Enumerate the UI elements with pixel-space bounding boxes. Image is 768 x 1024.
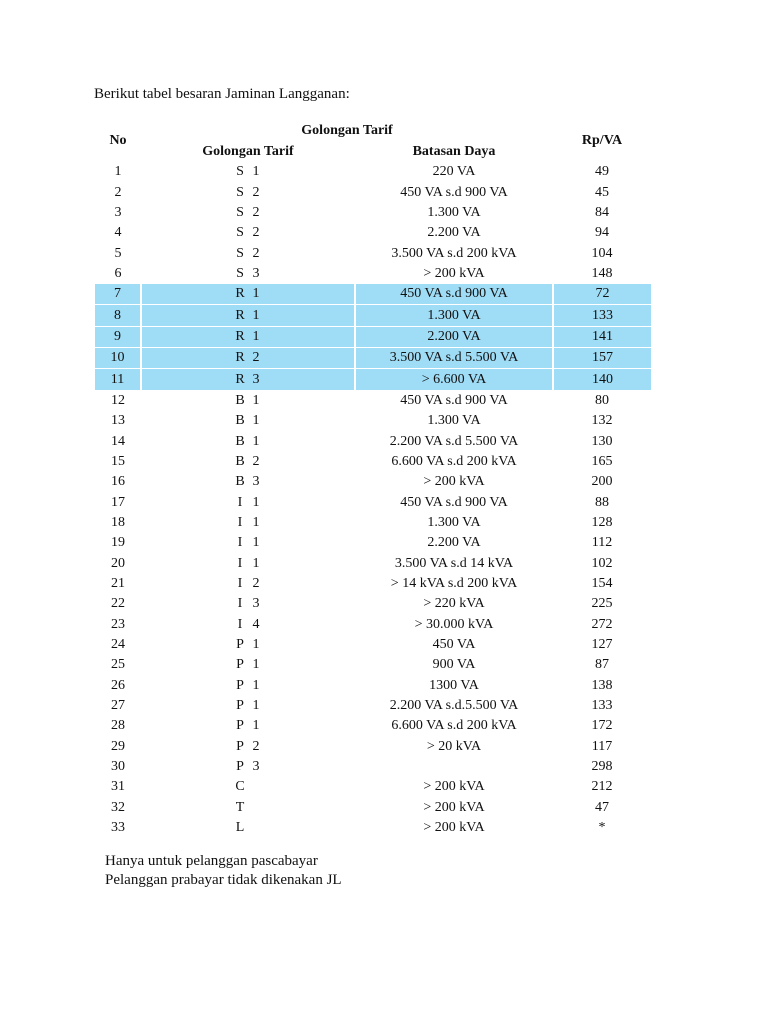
note-pascabayar: Hanya untuk pelanggan pascabayar — [105, 853, 318, 869]
cell-no: 14 — [111, 433, 125, 449]
tarif-group: 2 — [252, 350, 260, 366]
tarif-group: 1 — [252, 515, 260, 531]
table-row — [95, 574, 651, 594]
table-row — [95, 472, 651, 492]
cell-golongan-tarif — [141, 615, 355, 635]
table-row — [95, 493, 651, 513]
cell-rp-va: 127 — [591, 637, 613, 653]
tarif-class: R — [235, 307, 245, 323]
cell-golongan-tarif — [141, 369, 355, 390]
tarif-class: P — [236, 698, 244, 714]
cell-golongan-tarif — [141, 757, 355, 777]
cell-batasan-daya: 2.200 VA — [427, 535, 481, 551]
tarif-class: T — [235, 799, 245, 815]
cell-batasan-daya: 6.600 VA s.d 200 kVA — [391, 718, 517, 734]
tarif-class: C — [235, 779, 245, 795]
tarif-group: 2 — [252, 245, 260, 261]
cell-no: 33 — [111, 820, 125, 836]
notes — [105, 852, 342, 890]
cell-golongan-tarif — [141, 182, 355, 202]
cell-rp-va: 140 — [553, 369, 651, 390]
cell-golongan-tarif — [141, 431, 355, 451]
table-row — [95, 554, 651, 574]
cell-no: 17 — [111, 494, 125, 510]
cell-rp-va: 84 — [595, 204, 610, 220]
table-row — [95, 533, 651, 553]
cell-batasan-daya: 2.200 VA s.d 5.500 VA — [389, 433, 519, 449]
tarif-class: S — [236, 245, 244, 261]
cell-batasan-daya: > 14 kVA s.d 200 kVA — [390, 576, 518, 592]
cell-no: 19 — [111, 535, 125, 551]
tarif-class: I — [237, 515, 243, 531]
cell-no: 16 — [111, 474, 125, 490]
jaminan-langganan-table — [95, 120, 651, 838]
cell-no: 8 — [95, 305, 141, 326]
tarif-class: S — [236, 204, 244, 220]
cell-rp-va: 104 — [591, 245, 613, 261]
cell-golongan-tarif — [141, 554, 355, 574]
tarif-group: 3 — [252, 596, 260, 612]
cell-no: 32 — [111, 799, 125, 815]
cell-golongan-tarif — [141, 737, 355, 757]
cell-rp-va: * — [598, 820, 606, 836]
cell-golongan-tarif — [141, 284, 355, 305]
tarif-group: 1 — [252, 433, 260, 449]
cell-no: 12 — [111, 392, 125, 408]
cell-no: 9 — [95, 326, 141, 347]
header-golongan-tarif: Golongan Tarif — [202, 144, 294, 159]
tarif-class: I — [237, 576, 243, 592]
cell-no: 27 — [111, 698, 125, 714]
table-row — [95, 757, 651, 777]
cell-batasan-daya: 3.500 VA s.d 14 kVA — [394, 555, 514, 571]
intro-text: Berikut tabel besaran Jaminan Langganan: — [94, 86, 350, 102]
cell-rp-va: 132 — [591, 413, 613, 429]
cell-batasan-daya: > 200 kVA — [423, 779, 485, 795]
tarif-group: 2 — [252, 204, 260, 220]
table-row — [95, 223, 651, 243]
table-body — [95, 162, 651, 838]
cell-batasan-daya: 450 VA s.d 900 VA — [400, 184, 508, 200]
cell-rp-va: 212 — [591, 779, 613, 795]
cell-rp-va: 148 — [591, 265, 613, 281]
table-row — [95, 594, 651, 614]
cell-rp-va: 87 — [595, 657, 610, 673]
tarif-class: B — [235, 474, 245, 490]
cell-no: 29 — [111, 738, 125, 754]
cell-no: 26 — [111, 677, 125, 693]
cell-batasan-daya: 1300 VA — [429, 677, 479, 693]
cell-rp-va: 80 — [595, 392, 610, 408]
header-golongan-group: Golongan Tarif — [301, 123, 393, 138]
cell-batasan-daya: 220 VA — [432, 164, 476, 180]
cell-golongan-tarif — [141, 223, 355, 243]
cell-batasan-daya: 450 VA s.d 900 VA — [355, 284, 553, 305]
cell-golongan-tarif — [141, 493, 355, 513]
cell-rp-va: 165 — [591, 453, 613, 469]
tarif-group: 4 — [252, 616, 260, 632]
tarif-class: S — [236, 225, 244, 241]
cell-rp-va: 72 — [553, 284, 651, 305]
cell-no: 31 — [111, 779, 125, 795]
cell-rp-va: 88 — [595, 494, 610, 510]
table-row — [95, 655, 651, 675]
cell-no: 2 — [114, 184, 122, 200]
cell-golongan-tarif — [141, 696, 355, 716]
cell-no: 1 — [114, 164, 122, 180]
cell-no: 15 — [111, 453, 125, 469]
cell-golongan-tarif — [141, 162, 355, 182]
tarif-class: P — [236, 718, 244, 734]
tarif-class: I — [237, 535, 243, 551]
table-row — [95, 326, 651, 347]
tarif-class: B — [235, 413, 245, 429]
table-row — [95, 818, 651, 838]
cell-rp-va: 138 — [591, 677, 613, 693]
cell-batasan-daya: > 6.600 VA — [355, 369, 553, 390]
table-row — [95, 305, 651, 326]
table-row — [95, 716, 651, 736]
cell-batasan-daya: 1.300 VA — [355, 305, 553, 326]
table-row — [95, 737, 651, 757]
tarif-group: 3 — [252, 265, 260, 281]
cell-golongan-tarif — [141, 818, 355, 838]
tarif-class: R — [235, 350, 245, 366]
cell-no: 25 — [111, 657, 125, 673]
cell-batasan-daya: 450 VA — [432, 637, 476, 653]
cell-rp-va: 102 — [591, 555, 613, 571]
cell-golongan-tarif — [141, 452, 355, 472]
tarif-class: R — [235, 328, 245, 344]
cell-no: 4 — [114, 225, 122, 241]
cell-batasan-daya — [355, 757, 553, 777]
tarif-group: 1 — [252, 494, 260, 510]
cell-rp-va: 128 — [591, 515, 613, 531]
cell-batasan-daya: > 20 kVA — [426, 738, 482, 754]
tarif-group: 1 — [252, 286, 260, 302]
cell-batasan-daya: > 30.000 kVA — [414, 616, 494, 632]
cell-batasan-daya: > 200 kVA — [423, 265, 485, 281]
tarif-group: 1 — [252, 535, 260, 551]
cell-no: 28 — [111, 718, 125, 734]
tarif-group: 3 — [252, 371, 260, 387]
cell-batasan-daya: 450 VA s.d 900 VA — [400, 392, 508, 408]
header-rp-va: Rp/VA — [581, 133, 623, 148]
cell-no: 30 — [111, 759, 125, 775]
tarif-group: 2 — [252, 738, 260, 754]
tarif-group: 2 — [252, 225, 260, 241]
cell-batasan-daya: 450 VA s.d 900 VA — [400, 494, 508, 510]
cell-no: 18 — [111, 515, 125, 531]
cell-golongan-tarif — [141, 390, 355, 411]
table-row — [95, 390, 651, 411]
table-row — [95, 676, 651, 696]
table-row — [95, 264, 651, 284]
table-row — [95, 182, 651, 202]
cell-golongan-tarif — [141, 411, 355, 431]
cell-rp-va: 45 — [595, 184, 610, 200]
tarif-group: 2 — [252, 576, 260, 592]
table-header — [95, 120, 651, 162]
tarif-class: S — [236, 164, 244, 180]
tarif-class: P — [236, 657, 244, 673]
tarif-group: 2 — [252, 453, 260, 469]
tarif-group: 1 — [252, 637, 260, 653]
tarif-class: I — [237, 494, 243, 510]
tarif-group: 1 — [252, 307, 260, 323]
table-row — [95, 777, 651, 797]
cell-rp-va: 225 — [591, 596, 613, 612]
cell-golongan-tarif — [141, 635, 355, 655]
tarif-class: B — [235, 392, 245, 408]
cell-batasan-daya: 1.300 VA — [427, 515, 481, 531]
table-row — [95, 513, 651, 533]
cell-rp-va: 298 — [591, 759, 613, 775]
tarif-group: 1 — [252, 657, 260, 673]
tarif-class: P — [236, 637, 244, 653]
tarif-group: 1 — [252, 555, 260, 571]
tarif-group: 3 — [252, 474, 260, 490]
cell-golongan-tarif — [141, 594, 355, 614]
cell-golongan-tarif — [141, 305, 355, 326]
cell-no: 21 — [111, 576, 125, 592]
cell-batasan-daya: 1.300 VA — [427, 413, 481, 429]
cell-rp-va: 47 — [595, 799, 610, 815]
tarif-class: P — [236, 677, 244, 693]
tarif-class: L — [235, 820, 245, 836]
cell-batasan-daya: > 200 kVA — [423, 474, 485, 490]
header-batasan-daya: Batasan Daya — [412, 144, 496, 159]
cell-rp-va: 272 — [591, 616, 613, 632]
cell-rp-va: 94 — [595, 225, 610, 241]
cell-no: 7 — [95, 284, 141, 305]
tarif-class: R — [235, 371, 245, 387]
cell-batasan-daya: > 200 kVA — [423, 820, 485, 836]
cell-golongan-tarif — [141, 203, 355, 223]
table-row — [95, 696, 651, 716]
tarif-class: S — [236, 265, 244, 281]
table-row — [95, 243, 651, 263]
cell-batasan-daya: 3.500 VA s.d 5.500 VA — [355, 348, 553, 369]
cell-rp-va: 133 — [553, 305, 651, 326]
cell-no: 10 — [95, 348, 141, 369]
cell-batasan-daya: 6.600 VA s.d 200 kVA — [391, 453, 517, 469]
cell-no: 13 — [111, 413, 125, 429]
cell-no: 22 — [111, 596, 125, 612]
tarif-class: R — [235, 286, 245, 302]
tarif-class: I — [237, 616, 243, 632]
cell-no: 24 — [111, 637, 125, 653]
cell-batasan-daya: 2.200 VA — [355, 326, 553, 347]
table-row — [95, 369, 651, 390]
cell-rp-va: 157 — [553, 348, 651, 369]
cell-batasan-daya: > 220 kVA — [423, 596, 485, 612]
tarif-group: 1 — [252, 164, 260, 180]
cell-golongan-tarif — [141, 777, 355, 797]
table-row — [95, 431, 651, 451]
cell-golongan-tarif — [141, 798, 355, 818]
cell-batasan-daya: > 200 kVA — [423, 799, 485, 815]
header-no: No — [109, 133, 127, 148]
cell-golongan-tarif — [141, 264, 355, 284]
cell-golongan-tarif — [141, 243, 355, 263]
tarif-class: P — [236, 759, 244, 775]
tarif-class: P — [236, 738, 244, 754]
cell-golongan-tarif — [141, 716, 355, 736]
table-row — [95, 162, 651, 182]
table-row — [95, 452, 651, 472]
cell-rp-va: 154 — [591, 576, 613, 592]
cell-no: 11 — [95, 369, 141, 390]
cell-batasan-daya: 900 VA — [432, 657, 476, 673]
cell-golongan-tarif — [141, 348, 355, 369]
tarif-group: 3 — [252, 759, 260, 775]
cell-rp-va: 200 — [591, 474, 613, 490]
tarif-group: 1 — [252, 328, 260, 344]
cell-no: 20 — [111, 555, 125, 571]
cell-rp-va: 117 — [591, 738, 613, 754]
tarif-class: S — [236, 184, 244, 200]
table-row — [95, 798, 651, 818]
tarif-class: I — [237, 555, 243, 571]
cell-rp-va: 172 — [591, 718, 613, 734]
cell-golongan-tarif — [141, 574, 355, 594]
table-row — [95, 615, 651, 635]
tarif-group: 1 — [252, 677, 260, 693]
tarif-group: 1 — [252, 718, 260, 734]
note-prabayar: Pelanggan prabayar tidak dikenakan JL — [105, 872, 342, 888]
cell-batasan-daya: 3.500 VA s.d 200 kVA — [391, 245, 517, 261]
tarif-class: I — [237, 596, 243, 612]
tarif-class: B — [235, 453, 245, 469]
cell-no: 3 — [114, 204, 122, 220]
cell-no: 5 — [114, 245, 122, 261]
cell-no: 6 — [114, 265, 122, 281]
tarif-group: 1 — [252, 392, 260, 408]
cell-golongan-tarif — [141, 513, 355, 533]
tarif-group: 1 — [252, 698, 260, 714]
tarif-group: 1 — [252, 413, 260, 429]
cell-golongan-tarif — [141, 655, 355, 675]
table-row — [95, 284, 651, 305]
cell-batasan-daya: 1.300 VA — [427, 204, 481, 220]
table-row — [95, 411, 651, 431]
cell-rp-va: 133 — [591, 698, 613, 714]
table-row — [95, 635, 651, 655]
cell-rp-va: 141 — [553, 326, 651, 347]
cell-rp-va: 49 — [595, 164, 610, 180]
cell-golongan-tarif — [141, 472, 355, 492]
cell-no: 23 — [111, 616, 125, 632]
cell-rp-va: 130 — [591, 433, 613, 449]
tarif-group: 2 — [252, 184, 260, 200]
cell-batasan-daya: 2.200 VA — [427, 225, 481, 241]
cell-golongan-tarif — [141, 533, 355, 553]
tarif-class: B — [235, 433, 245, 449]
cell-rp-va: 112 — [591, 535, 613, 551]
cell-golongan-tarif — [141, 326, 355, 347]
cell-golongan-tarif — [141, 676, 355, 696]
table-row — [95, 348, 651, 369]
table-row — [95, 203, 651, 223]
cell-batasan-daya: 2.200 VA s.d.5.500 VA — [389, 698, 519, 714]
